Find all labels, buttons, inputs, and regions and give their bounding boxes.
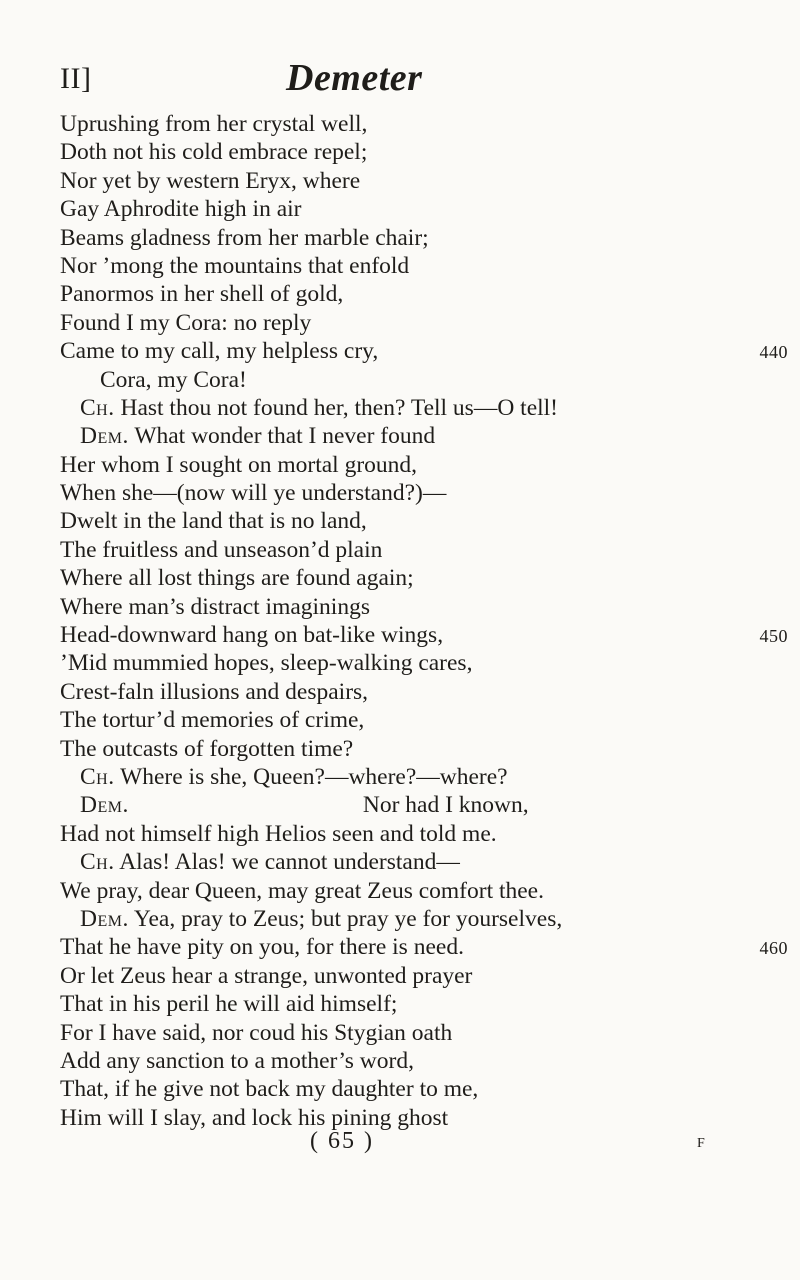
verse-line: Ch. Alas! Alas! we cannot understand— bbox=[80, 849, 460, 876]
verse-line: Uprushing from her crystal well, bbox=[60, 111, 368, 137]
speaker-label: Dem. bbox=[80, 792, 129, 819]
verse-line: We pray, dear Queen, may great Zeus comfort thee. bbox=[60, 877, 544, 904]
running-title: Demeter bbox=[286, 57, 423, 99]
verse-line: Dwelt in the land that is no land, bbox=[60, 508, 367, 535]
speaker-label: Dem. bbox=[80, 423, 129, 450]
speaker-label: Ch. bbox=[80, 394, 115, 421]
verse-line: Add any sanction to a mother’s word, bbox=[60, 1047, 414, 1074]
line-number: 440 bbox=[759, 342, 788, 363]
verse-line: Crest-faln illusions and despairs, bbox=[60, 678, 369, 705]
verse-line: Nor yet by western Eryx, where bbox=[60, 167, 361, 194]
verse-line: Head-downward hang on bat-like wings, 450 bbox=[60, 621, 760, 649]
signature-mark: F bbox=[697, 1136, 706, 1151]
verse-line: Her whom I sought on mortal ground, bbox=[60, 451, 418, 478]
line-number: 450 bbox=[759, 626, 788, 647]
verse-line: Dem. Yea, pray to Zeus; but pray ye for yourselves, bbox=[80, 905, 563, 932]
verse-line: The fruitless and unseason’d plain bbox=[60, 536, 383, 563]
verse-line: When she—(now will ye understand?)— bbox=[60, 480, 447, 507]
verse-line: That in his peril he will aid himself; bbox=[60, 991, 398, 1018]
verse-line: Him will I slay, and lock his pining ghost bbox=[60, 1104, 449, 1131]
verse-line: Ch. Hast thou not found her, then? Tell us—O tell! bbox=[80, 394, 559, 421]
verse-line: ’Mid mummied hopes, sleep-walking cares, bbox=[60, 650, 473, 677]
chapter-number: II] bbox=[60, 62, 92, 95]
verse-line: Had not himself high Helios seen and told me. bbox=[60, 820, 497, 847]
verse-line: Came to my call, my helpless cry, 440 bbox=[60, 337, 760, 365]
verse-line: That he have pity on you, for there is need. 460 bbox=[60, 933, 760, 961]
verse-line: Beams gladness from her marble chair; bbox=[60, 224, 429, 251]
verse-block bbox=[60, 110, 788, 1132]
verse-line: Where all lost things are found again; bbox=[60, 565, 414, 592]
speaker-label: Ch. bbox=[80, 849, 115, 876]
verse-line: Gay Aphrodite high in air bbox=[60, 196, 302, 223]
verse-line: Ch. Where is she, Queen?—where?—where? bbox=[80, 763, 508, 790]
line-number: 460 bbox=[759, 938, 788, 959]
verse-line: Or let Zeus hear a strange, unwonted prayer bbox=[60, 962, 473, 989]
running-head bbox=[60, 56, 740, 104]
verse-line: Panormos in her shell of gold, bbox=[60, 281, 344, 308]
verse-line: Nor ’mong the mountains that enfold bbox=[60, 252, 410, 279]
speaker-label: Dem. bbox=[80, 905, 129, 932]
speaker-label: Ch. bbox=[80, 763, 115, 790]
verse-line: The tortur’d memories of crime, bbox=[60, 707, 365, 734]
verse-line: For I have said, nor coud his Stygian oath bbox=[60, 1019, 453, 1046]
page-number: ( 65 ) bbox=[310, 1128, 374, 1154]
verse-line: Dem. What wonder that I never found bbox=[80, 423, 436, 450]
verse-line: Dem. Nor had I known, bbox=[80, 792, 529, 819]
verse-line: That, if he give not back my daughter to me, bbox=[60, 1076, 479, 1103]
verse-line: Where man’s distract imaginings bbox=[60, 593, 370, 620]
verse-line: Cora, my Cora! bbox=[100, 366, 247, 393]
verse-line: Doth not his cold embrace repel; bbox=[60, 139, 368, 166]
verse-line: Found I my Cora: no reply bbox=[60, 309, 312, 336]
verse-line: The outcasts of forgotten time? bbox=[60, 735, 354, 762]
